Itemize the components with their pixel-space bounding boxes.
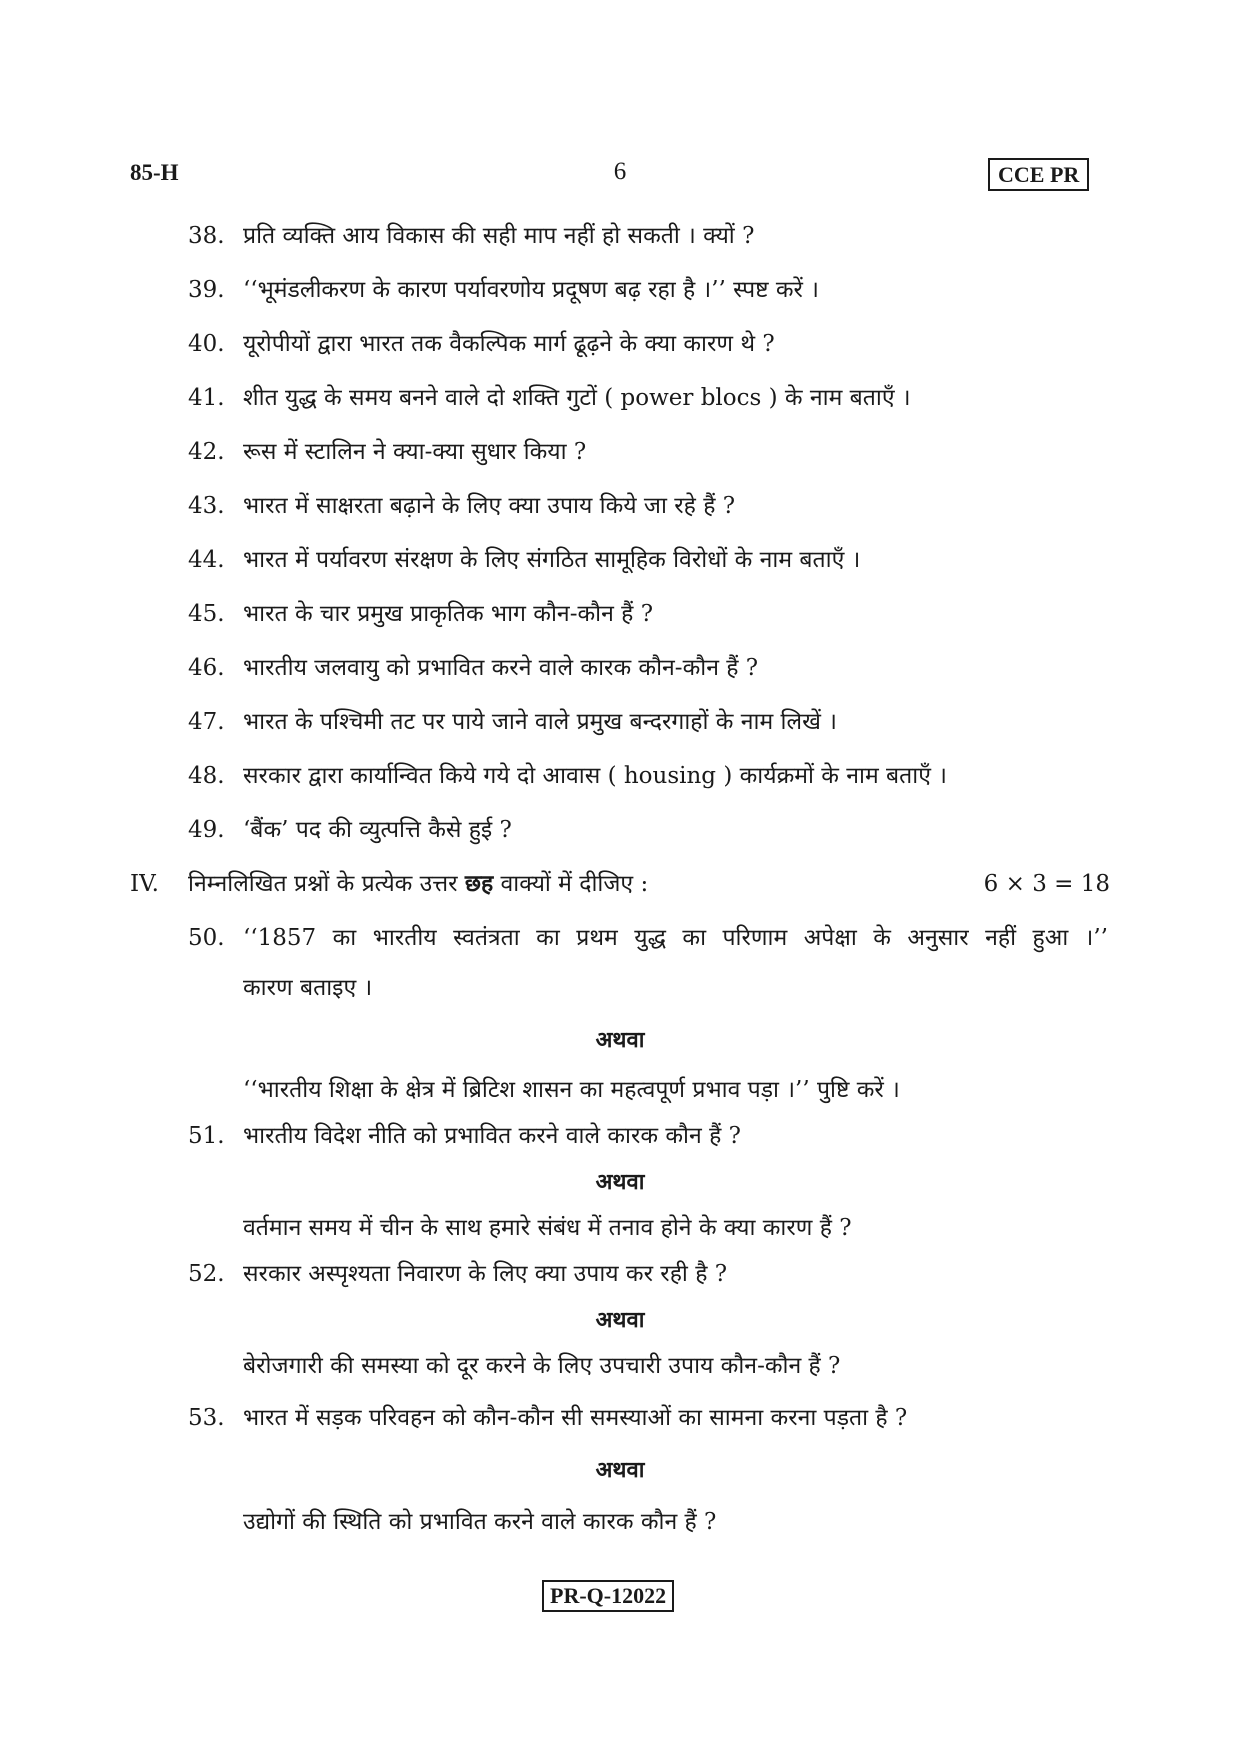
question-text: यूरोपीयों द्वारा भारत तक वैकल्पिक मार्ग ढूढ़ने के क्या कारण थे ? bbox=[243, 331, 775, 357]
instruction-bold: छह bbox=[464, 870, 494, 897]
section-instruction bbox=[188, 866, 648, 902]
question-text: भारत में पर्यावरण संरक्षण के लिए संगठित सामूहिक विरोधों के नाम बताएँ । bbox=[243, 547, 861, 573]
question-number: 39. bbox=[188, 277, 225, 303]
question-text: भारतीय जलवायु को प्रभावित करने वाले कारक कौन-कौन हैं ? bbox=[243, 655, 759, 681]
paper-code: 85-H bbox=[130, 160, 179, 185]
question-text: रूस में स्टालिन ने क्या-क्या सुधार किया ? bbox=[243, 439, 587, 465]
question-text: भारत के पश्चिमी तट पर पाये जाने वाले प्रमुख बन्दरगाहों के नाम लिखें । bbox=[243, 709, 837, 735]
question-number: 41. bbox=[188, 385, 225, 411]
question-number: 42. bbox=[188, 439, 225, 465]
question-number: 40. bbox=[188, 331, 225, 357]
question-number: 48. bbox=[188, 763, 225, 789]
question-text: ‘‘भूमंडलीकरण के कारण पर्यावरणोय प्रदूषण बढ़ रहा है ।’’ स्पष्ट करें । bbox=[243, 277, 819, 303]
question-text: भारत में साक्षरता बढ़ाने के लिए क्या उपाय किये जा रहे हैं ? bbox=[243, 493, 736, 519]
question-number: 53. bbox=[188, 1405, 225, 1431]
page-number: 6 bbox=[613, 158, 627, 185]
alternative-question-text: वर्तमान समय में चीन के साथ हमारे संबंध में तनाव होने के क्या कारण हैं ? bbox=[243, 1215, 852, 1241]
section-marks: 6 × 3 = 18 bbox=[983, 871, 1110, 897]
question-number: 52. bbox=[188, 1261, 225, 1287]
question-number: 51. bbox=[188, 1123, 225, 1149]
or-label: अथवा bbox=[595, 1307, 645, 1333]
question-number: 43. bbox=[188, 493, 225, 519]
question-text: ‘बैंक’ पद की व्युत्पत्ति कैसे हुई ? bbox=[243, 817, 512, 843]
question-number: 46. bbox=[188, 655, 225, 681]
or-label: अथवा bbox=[595, 1027, 645, 1053]
exam-code-box: CCE PR bbox=[988, 158, 1089, 191]
instruction-text: वाक्यों में दीजिए : bbox=[493, 871, 649, 897]
question-text: भारत के चार प्रमुख प्राकृतिक भाग कौन-कौन हैं ? bbox=[243, 601, 654, 627]
question-text: प्रति व्यक्ति आय विकास की सही माप नहीं हो सकती । क्यों ? bbox=[243, 223, 755, 249]
question-number: 44. bbox=[188, 547, 225, 573]
question-number: 50. bbox=[188, 925, 225, 951]
or-label: अथवा bbox=[595, 1169, 645, 1195]
alternative-question-text: बेरोजगारी की समस्या को दूर करने के लिए उपचारी उपाय कौन-कौन हैं ? bbox=[243, 1353, 841, 1379]
section-number: IV. bbox=[130, 871, 159, 897]
question-text: सरकार अस्पृश्यता निवारण के लिए क्या उपाय कर रही है ? bbox=[243, 1261, 728, 1287]
question-number: 47. bbox=[188, 709, 225, 735]
question-text: शीत युद्ध के समय बनने वाले दो शक्ति गुटों ( power blocs ) के नाम बताएँ । bbox=[243, 385, 911, 411]
question-number: 45. bbox=[188, 601, 225, 627]
question-text: ‘‘1857 का भारतीय स्वतंत्रता का प्रथम युद्ध का परिणाम अपेक्षा के अनुसार नहीं हुआ ।’’ bbox=[243, 925, 1108, 951]
footer-code-box: PR-Q-12022 bbox=[542, 1580, 674, 1612]
question-text: भारत में सड़क परिवहन को कौन-कौन सी समस्याओं का सामना करना पड़ता है ? bbox=[243, 1405, 908, 1431]
question-text: कारण बताइए । bbox=[243, 975, 373, 1001]
question-text: सरकार द्वारा कार्यान्वित किये गये दो आवास ( housing ) कार्यक्रमों के नाम बताएँ । bbox=[243, 763, 947, 789]
question-number: 49. bbox=[188, 817, 225, 843]
alternative-question-text: ‘‘भारतीय शिक्षा के क्षेत्र में ब्रिटिश शासन का महत्वपूर्ण प्रभाव पड़ा ।’’ पुष्टि करें । bbox=[243, 1077, 900, 1103]
or-label: अथवा bbox=[595, 1457, 645, 1483]
instruction-text: निम्नलिखित प्रश्नों के प्रत्येक उत्तर bbox=[188, 871, 465, 897]
alternative-question-text: उद्योगों की स्थिति को प्रभावित करने वाले कारक कौन हैं ? bbox=[243, 1509, 717, 1535]
question-number: 38. bbox=[188, 223, 225, 249]
question-text: भारतीय विदेश नीति को प्रभावित करने वाले कारक कौन हैं ? bbox=[243, 1123, 741, 1149]
